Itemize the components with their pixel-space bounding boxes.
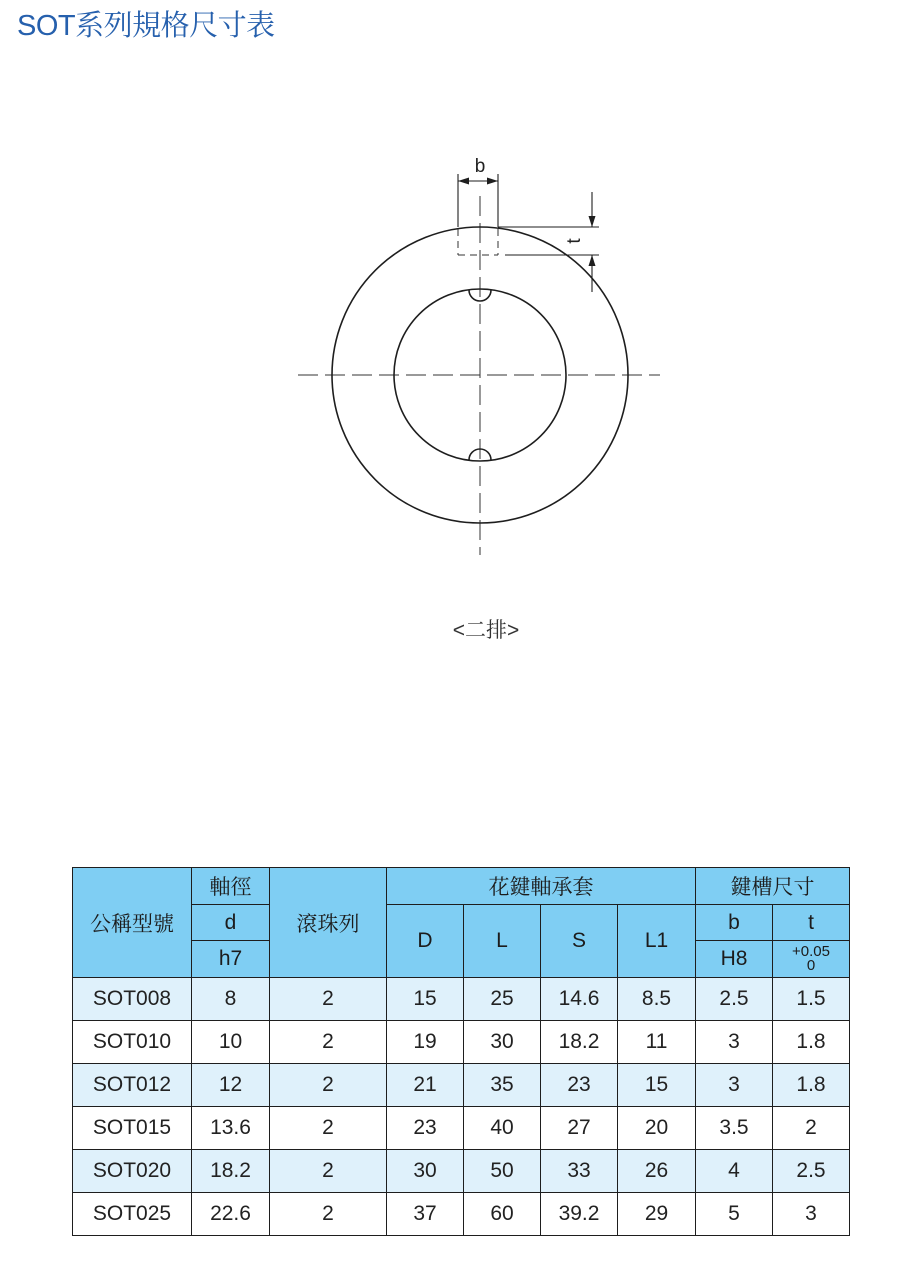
sleeve-L1-cell: 20 bbox=[618, 1107, 696, 1150]
header-model: 公稱型號 bbox=[73, 868, 192, 978]
sleeve-L1-cell: 8.5 bbox=[618, 978, 696, 1021]
model-cell: SOT015 bbox=[73, 1107, 192, 1150]
sleeve-L-cell: 25 bbox=[464, 978, 541, 1021]
header-sleeve-D: D bbox=[387, 905, 464, 978]
shaft-diameter-cell: 10 bbox=[192, 1021, 270, 1064]
sleeve-D-cell: 30 bbox=[387, 1150, 464, 1193]
ball-rows-cell: 2 bbox=[270, 1021, 387, 1064]
header-shaft: 軸徑 bbox=[192, 868, 270, 905]
sleeve-S-cell: 33 bbox=[541, 1150, 618, 1193]
tolerance-lower: 0 bbox=[806, 957, 816, 974]
model-cell: SOT008 bbox=[73, 978, 192, 1021]
table-header-row bbox=[73, 868, 850, 905]
b-dimension-label: b bbox=[474, 156, 486, 177]
sleeve-L1-cell: 29 bbox=[618, 1193, 696, 1236]
sleeve-L-cell: 35 bbox=[464, 1064, 541, 1107]
sleeve-D-cell: 19 bbox=[387, 1021, 464, 1064]
table-row bbox=[73, 1150, 850, 1193]
model-cell: SOT012 bbox=[73, 1064, 192, 1107]
keyway-t-cell: 1.8 bbox=[773, 1021, 850, 1064]
drawing-caption: <二排> bbox=[452, 619, 520, 642]
ball-rows-cell: 2 bbox=[270, 1193, 387, 1236]
keyway-b-cell: 4 bbox=[696, 1150, 773, 1193]
sleeve-S-cell: 23 bbox=[541, 1064, 618, 1107]
header-sleeve: 花鍵軸承套 bbox=[387, 868, 696, 905]
ball-rows-cell: 2 bbox=[270, 1107, 387, 1150]
keyway-b-cell: 3 bbox=[696, 1021, 773, 1064]
shaft-diameter-cell: 13.6 bbox=[192, 1107, 270, 1150]
keyway-t-cell: 1.8 bbox=[773, 1064, 850, 1107]
keyway-b-cell: 5 bbox=[696, 1193, 773, 1236]
sleeve-D-cell: 15 bbox=[387, 978, 464, 1021]
header-shaft-symbol: d bbox=[192, 905, 270, 941]
header-keyway-t-tolerance bbox=[773, 941, 850, 978]
sleeve-L1-cell: 11 bbox=[618, 1021, 696, 1064]
b-arrowhead-left bbox=[458, 178, 469, 185]
ball-rows-cell: 2 bbox=[270, 978, 387, 1021]
header-sleeve-S: S bbox=[541, 905, 618, 978]
spec-table bbox=[72, 867, 850, 1236]
header-keyway-b-tolerance: H8 bbox=[696, 941, 773, 978]
ball-rows-cell: 2 bbox=[270, 1150, 387, 1193]
keyway-b-cell: 3.5 bbox=[696, 1107, 773, 1150]
table-row bbox=[73, 1064, 850, 1107]
sleeve-L1-cell: 15 bbox=[618, 1064, 696, 1107]
keyway-b-cell: 2.5 bbox=[696, 978, 773, 1021]
shaft-diameter-cell: 18.2 bbox=[192, 1150, 270, 1193]
sleeve-S-cell: 27 bbox=[541, 1107, 618, 1150]
keyway-b-cell: 3 bbox=[696, 1064, 773, 1107]
header-shaft-tolerance: h7 bbox=[192, 941, 270, 978]
sleeve-D-cell: 37 bbox=[387, 1193, 464, 1236]
tolerance-stack bbox=[792, 945, 830, 973]
table-row bbox=[73, 978, 850, 1021]
table-row bbox=[73, 1107, 850, 1150]
t-dimension-label: t bbox=[564, 238, 585, 244]
sleeve-L-cell: 50 bbox=[464, 1150, 541, 1193]
model-cell: SOT010 bbox=[73, 1021, 192, 1064]
header-keyway-t: t bbox=[773, 905, 850, 941]
sleeve-L-cell: 60 bbox=[464, 1193, 541, 1236]
sleeve-L1-cell: 26 bbox=[618, 1150, 696, 1193]
header-sleeve-L: L bbox=[464, 905, 541, 978]
header-keyway: 鍵槽尺寸 bbox=[696, 868, 850, 905]
t-arrowhead-bottom bbox=[589, 255, 596, 266]
b-arrowhead-right bbox=[487, 178, 498, 185]
model-cell: SOT025 bbox=[73, 1193, 192, 1236]
header-ball-rows: 滾珠列 bbox=[270, 868, 387, 978]
keyway-t-cell: 3 bbox=[773, 1193, 850, 1236]
keyway-t-cell: 2 bbox=[773, 1107, 850, 1150]
table-row bbox=[73, 1193, 850, 1236]
sleeve-S-cell: 14.6 bbox=[541, 978, 618, 1021]
t-arrowhead-top bbox=[589, 216, 596, 227]
sleeve-D-cell: 23 bbox=[387, 1107, 464, 1150]
header-keyway-b: b bbox=[696, 905, 773, 941]
shaft-diameter-cell: 22.6 bbox=[192, 1193, 270, 1236]
keyway-t-cell: 1.5 bbox=[773, 978, 850, 1021]
ball-rows-cell: 2 bbox=[270, 1064, 387, 1107]
shaft-diameter-cell: 12 bbox=[192, 1064, 270, 1107]
model-cell: SOT020 bbox=[73, 1150, 192, 1193]
table-row bbox=[73, 1021, 850, 1064]
tolerance-upper: +0.05 bbox=[792, 943, 830, 960]
sleeve-S-cell: 18.2 bbox=[541, 1021, 618, 1064]
page-title: SOT系列規格尺寸表 bbox=[17, 10, 275, 42]
shaft-diameter-cell: 8 bbox=[192, 978, 270, 1021]
sleeve-L-cell: 30 bbox=[464, 1021, 541, 1064]
sleeve-D-cell: 21 bbox=[387, 1064, 464, 1107]
keyway-t-cell: 2.5 bbox=[773, 1150, 850, 1193]
sleeve-S-cell: 39.2 bbox=[541, 1193, 618, 1236]
sleeve-L-cell: 40 bbox=[464, 1107, 541, 1150]
header-sleeve-L1: L1 bbox=[618, 905, 696, 978]
